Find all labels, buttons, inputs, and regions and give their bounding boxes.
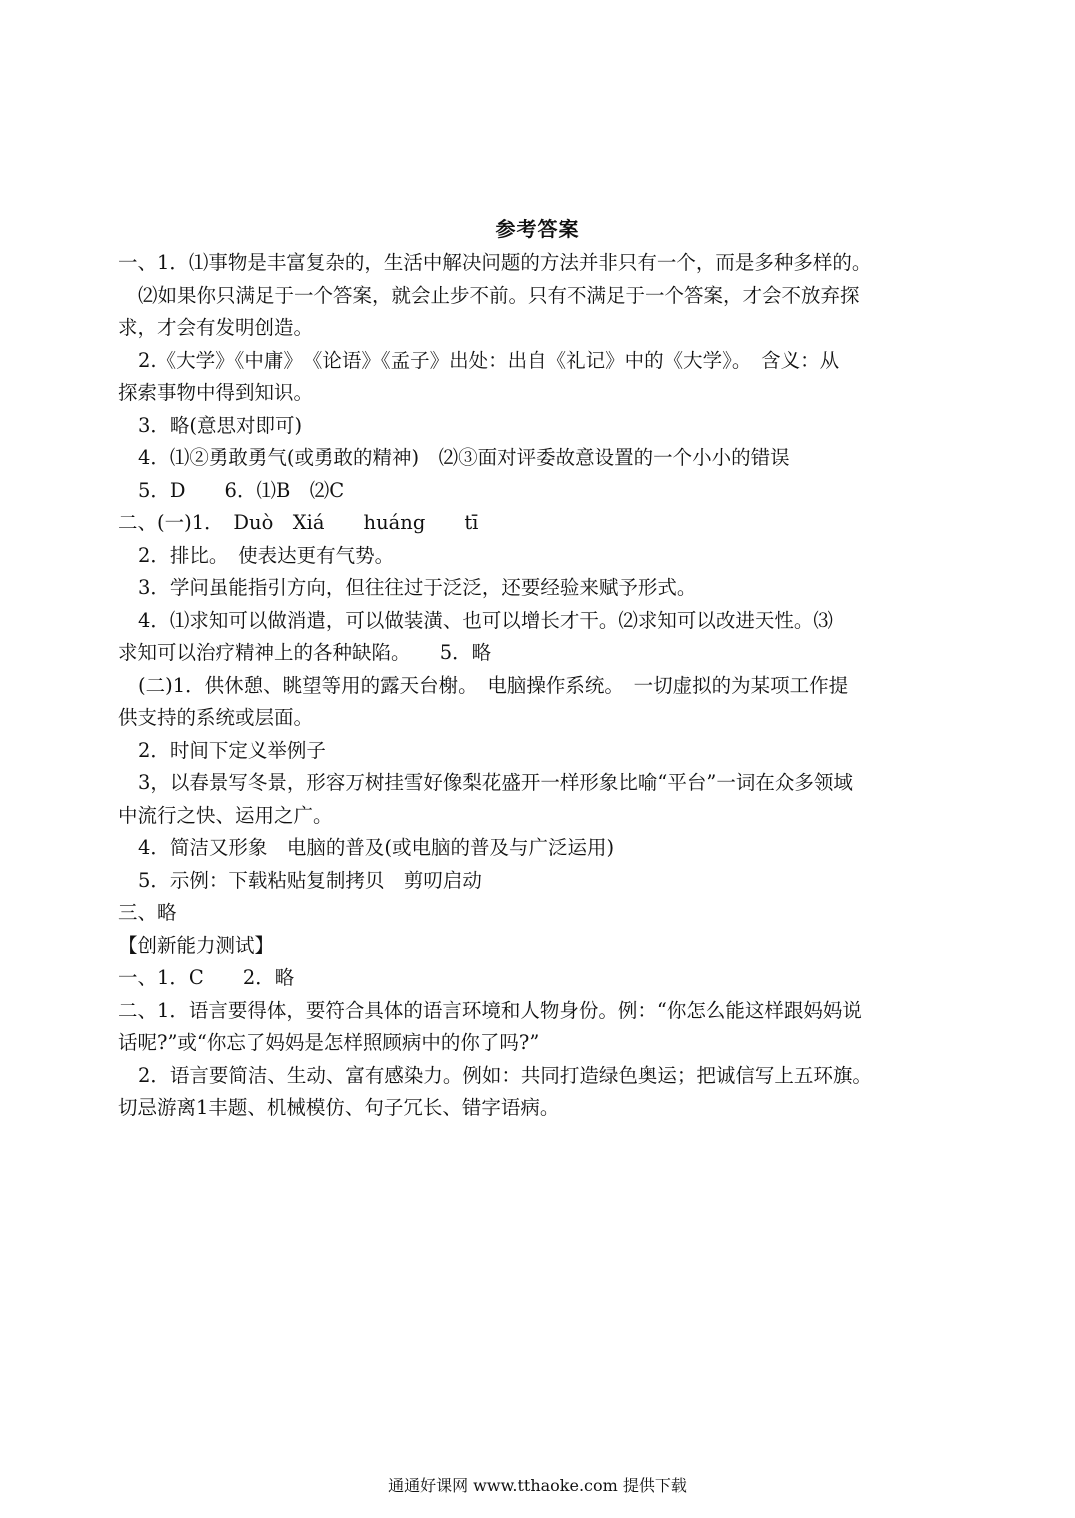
answer-line: 2.《大学》《中庸》 《论语》《孟子》出处：出自《礼记》中的《大学》。 含义：从 xyxy=(138,348,840,372)
answer-line: 切忌游离1丰题、机械模仿、句子冗长、错字语病。 xyxy=(118,1096,560,1119)
answer-line: 话呢?”或“你忘了妈妈是怎样照顾病中的你了吗?” xyxy=(118,1031,540,1054)
answer-line: 5．D 6．⑴B ⑵C xyxy=(138,478,345,502)
answer-line: 4．⑴②勇敢勇气(或勇敢的精神) ⑵③面对评委故意设置的一个小小的错误 xyxy=(138,446,790,469)
answer-line: 供支持的系统或层面。 xyxy=(118,706,314,729)
page-title: 参考答案 xyxy=(495,217,580,241)
answer-line: 5．示例：下载粘贴复制拷贝 剪叨启动 xyxy=(138,868,482,892)
answer-line: 2．排比。 使表达更有气势。 xyxy=(138,543,395,567)
answer-line: 3，以春景写冬景，形容万树挂雪好像梨花盛开一样形象比喻“平台”一词在众多领域 xyxy=(138,771,853,794)
answer-line: 【创新能力测试】 xyxy=(118,933,275,957)
answer-line: 求知可以治疗精神上的各种缺陷。 5．略 xyxy=(118,641,492,664)
answer-body xyxy=(118,247,960,1125)
answer-line: 三、略 xyxy=(118,901,177,924)
page-footer: 通通好课网 www.tthaoke.com 提供下载 xyxy=(388,1476,687,1495)
answer-line: 4．⑴求知可以做消遣，可以做装潢、也可以增长才干。⑵求知可以改进天性。⑶ xyxy=(138,608,833,632)
answer-line: 2．时间下定义举例子 xyxy=(138,738,326,762)
answer-line: (二)1．供休憩、眺望等用的露天台榭。 电脑操作系统。 一切虚拟的为某项工作提 xyxy=(138,673,849,697)
answer-line: 探索事物中得到知识。 xyxy=(118,381,314,404)
answer-line: 2．语言要简洁、生动、富有感染力。例如：共同打造绿色奥运；把诚信写上五环旗。 xyxy=(138,1063,872,1087)
answer-line: 一、1．⑴事物是丰富复杂的，生活中解决问题的方法并非只有一个，而是多种多样的。 xyxy=(118,251,872,274)
answer-line: ⑵如果你只满足于一个答案，就会止步不前。只有不满足于一个答案，才会不放弃探 xyxy=(138,283,860,307)
answer-line: 3．学问虽能指引方向，但往往过于泛泛，还要经验来赋予形式。 xyxy=(138,576,697,599)
answer-line: 中流行之快、运用之广。 xyxy=(118,803,333,827)
answer-line: 二、1．语言要得体，要符合具体的语言环境和人物身份。例：“你怎么能这样跟妈妈说 xyxy=(118,998,862,1022)
answer-line: 3．略(意思对即可) xyxy=(138,413,303,437)
answer-line: 一、1．C 2．略 xyxy=(118,966,295,989)
answer-line: 4．简洁又形象 电脑的普及(或电脑的普及与广泛运用) xyxy=(138,836,615,859)
answer-line: 二、(一)1． Duò Xiá huáng tī xyxy=(118,511,479,534)
answer-line: 求，才会有发明创造。 xyxy=(118,316,314,339)
